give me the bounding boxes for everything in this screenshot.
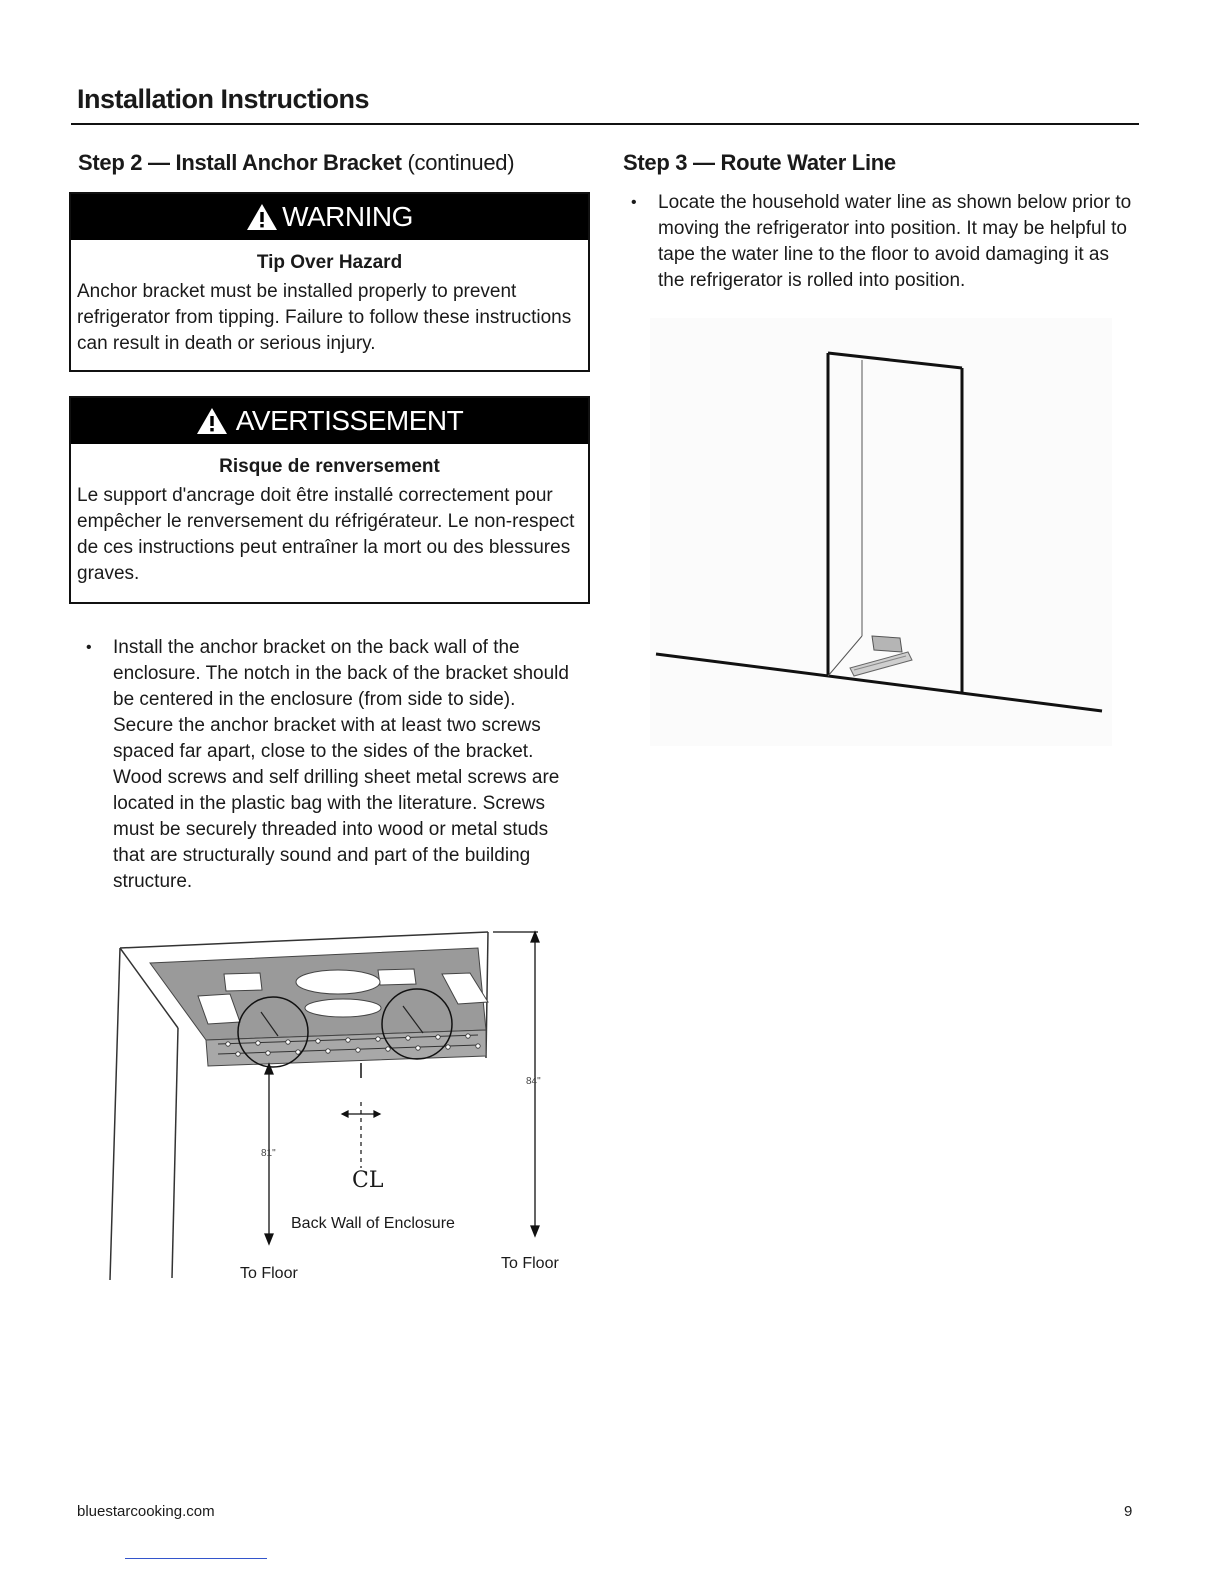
footer-page-number: 9 — [1124, 1503, 1133, 1520]
dimension-81-label: 81" — [261, 1148, 276, 1159]
warning-box — [69, 192, 590, 372]
bullet-dot: • — [86, 639, 92, 656]
bullet-dot: • — [631, 194, 637, 211]
step3-heading-main: Step 3 — Route Water Line — [623, 150, 896, 175]
step2-heading-main: Step 2 — Install Anchor Bracket — [78, 150, 402, 175]
warning-label: WARNING — [282, 201, 413, 232]
header-rule — [71, 123, 1139, 125]
warning-bar — [71, 194, 588, 240]
step2-heading — [78, 150, 514, 176]
avertissement-box — [69, 396, 590, 604]
step2-bullet — [86, 635, 573, 895]
to-floor-right-label: To Floor — [501, 1255, 559, 1272]
avertissement-label: AVERTISSEMENT — [235, 405, 464, 436]
avertissement-body: Le support d'ancrage doit être installé correctement pour empêcher le renversement du réfrigérateur. Le non-respect de ces instructions peut entraîner la mort ou des blessures graves. — [77, 485, 575, 584]
warning-body: Anchor bracket must be installed properly to prevent refrigerator from tipping. Failure to follow these instructions can result in death or serious injury. — [77, 281, 572, 354]
avertissement-subtitle: Risque de renversement — [219, 456, 440, 477]
water-line-illustration — [650, 318, 1112, 746]
page-title: Installation Instructions — [77, 84, 370, 114]
water-line-figure — [650, 318, 1112, 746]
to-floor-left-label: To Floor — [240, 1265, 298, 1282]
step2-heading-suffix: (continued) — [407, 150, 515, 175]
centerline-symbol: CL — [352, 1168, 384, 1193]
warning-triangle-icon — [196, 407, 228, 435]
step3-bullet-text: Locate the household water line as shown below prior to moving the refrigerator into position. It may be helpful to tape the water line to the floor to avoid damaging it as the refrigerator is rolled into position. — [658, 192, 1132, 291]
back-wall-label: Back Wall of Enclosure — [291, 1215, 455, 1232]
anchor-bracket-figure — [78, 918, 578, 1288]
footer-link-underline — [125, 1558, 267, 1559]
avertissement-bar — [71, 398, 588, 444]
warning-subtitle: Tip Over Hazard — [256, 252, 403, 273]
step3-heading — [623, 150, 896, 176]
warning-triangle-icon — [246, 203, 278, 231]
dimension-84-label: 84" — [526, 1076, 541, 1087]
footer-website: bluestarcooking.com — [77, 1503, 215, 1520]
step3-bullet — [631, 190, 1138, 294]
step2-bullet-text: Install the anchor bracket on the back wall of the enclosure. The notch in the back of the bracket should be centered in the enclosure (from side to side). Secure the anchor bracket with at least two screws spaced far apart, close to the sides of the bracket. Wood screws and self drilling sheet metal screws are located in the plastic bag with the literature. Screws must be securely threaded into wood or metal studs that are structurally sound and part of the building structure. — [113, 637, 569, 892]
